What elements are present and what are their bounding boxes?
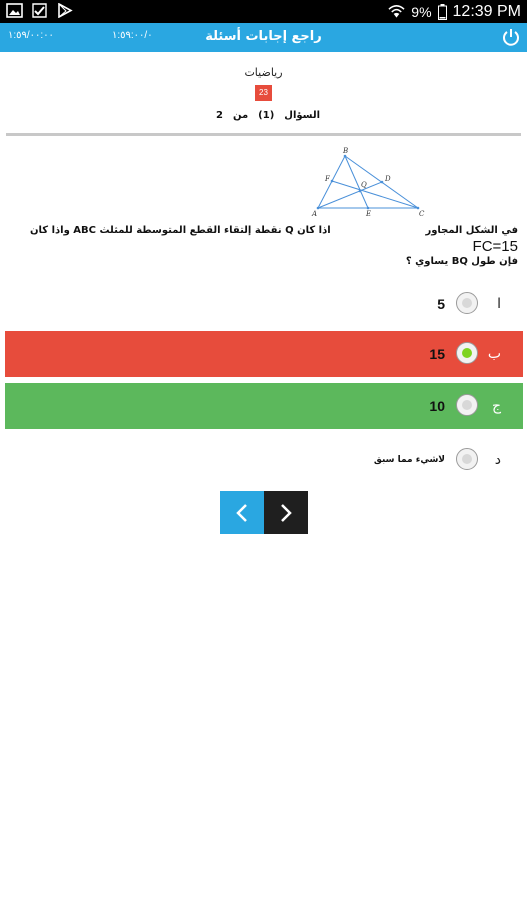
battery-icon bbox=[438, 4, 447, 20]
clock: 12:39 PM bbox=[452, 2, 521, 20]
timer-left: ١:٥٩/٠٠:٠٠ bbox=[8, 30, 54, 41]
subject-title: رياضيات bbox=[244, 66, 283, 79]
point-label-c: C bbox=[419, 210, 425, 218]
counter-current: (1) bbox=[258, 110, 275, 121]
chevron-right-icon bbox=[279, 503, 293, 523]
power-icon[interactable] bbox=[501, 27, 521, 47]
option-radio[interactable] bbox=[456, 342, 478, 364]
counter-question-label: السؤال bbox=[284, 110, 321, 121]
question-line1-left: اذا كان Q نقطة إلتقاء القطع المتوسطة للمثلث ABC واذا كان bbox=[30, 225, 331, 236]
option-c[interactable] bbox=[5, 383, 523, 429]
question-line3: فإن طول BQ يساوي ؟ bbox=[405, 256, 518, 267]
point-label-b: B bbox=[343, 147, 349, 155]
subject-badge: 23 bbox=[255, 85, 272, 101]
point-label-a: A bbox=[312, 210, 318, 218]
question-navigation bbox=[220, 491, 308, 534]
wifi-icon bbox=[388, 4, 405, 19]
point-label-f: F bbox=[325, 175, 330, 183]
counter-of-label: من bbox=[232, 110, 249, 121]
point-label-e: E bbox=[366, 210, 372, 218]
option-a[interactable] bbox=[5, 281, 523, 327]
play-store-icon bbox=[56, 3, 73, 18]
option-b[interactable] bbox=[5, 331, 523, 377]
point-label-q: Q bbox=[361, 181, 367, 189]
counter-total: 2 bbox=[216, 110, 223, 121]
question-counter bbox=[216, 110, 320, 121]
option-letter: ب bbox=[487, 346, 501, 362]
option-value: 15 bbox=[429, 346, 445, 362]
checkmark-icon bbox=[31, 3, 48, 18]
app-title: راجع إجابات أسئلة bbox=[205, 29, 322, 44]
status-bar bbox=[0, 0, 527, 23]
option-value: لاشيء مما سبق bbox=[373, 455, 445, 465]
option-radio[interactable] bbox=[456, 394, 478, 416]
option-d[interactable] bbox=[5, 437, 523, 483]
previous-button[interactable] bbox=[220, 491, 264, 534]
question-line2: FC=15 bbox=[472, 238, 518, 255]
question-text bbox=[30, 225, 518, 267]
option-radio[interactable] bbox=[456, 292, 478, 314]
point-label-d: D bbox=[385, 175, 391, 183]
triangle-figure bbox=[308, 146, 434, 220]
option-letter: ج bbox=[491, 398, 501, 414]
gallery-icon bbox=[6, 3, 23, 18]
option-value: 5 bbox=[437, 296, 445, 312]
option-letter: ا bbox=[497, 296, 501, 312]
chevron-left-icon bbox=[235, 503, 249, 523]
app-bar bbox=[0, 23, 527, 52]
next-button[interactable] bbox=[264, 491, 308, 534]
option-value: 10 bbox=[429, 398, 445, 414]
option-letter: د bbox=[494, 452, 501, 468]
question-line1-right: في الشكل المجاور bbox=[425, 225, 518, 236]
timer-mid: ١:٥٩:٠٠/٠ bbox=[112, 30, 153, 41]
option-radio[interactable] bbox=[456, 448, 478, 470]
battery-percent: 9% bbox=[411, 3, 432, 20]
divider bbox=[6, 133, 521, 136]
